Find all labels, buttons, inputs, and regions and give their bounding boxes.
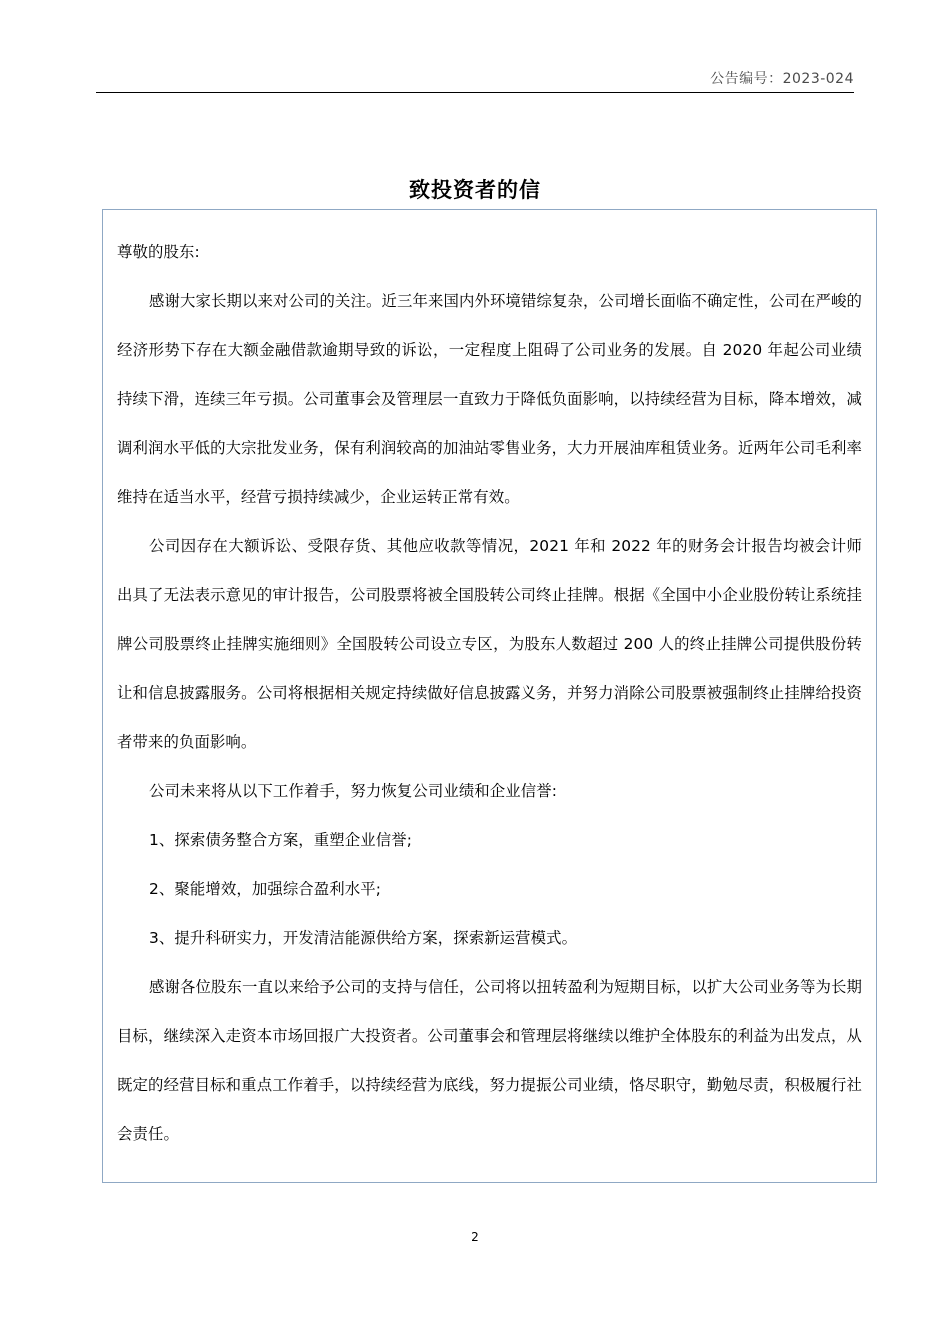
announcement-number: 公告编号：2023-024 — [710, 71, 854, 87]
page-header — [96, 66, 854, 93]
page-title: 致投资者的信 — [409, 178, 541, 202]
paragraph-delisting: 公司因存在大额诉讼、受限存货、其他应收款等情况，2021 年和 2022 年的财务会计报告均被会计师出具了无法表示意见的审计报告，公司股票将被全国股转公司终止挂牌。根据《全国中小企业股份转让系统挂牌公司股票终止挂牌实施细则》全国股转公司设立专区，为股东人数超过 200 人的终止挂牌公司提供股份转让和信息披露服务。公司将根据相关规定持续做好信息披露义务，并努力消除公司股票被强制终止挂牌给投资者带来的负面影响。 — [117, 537, 862, 751]
list-item-1: 1、探索债务整合方案，重塑企业信誉; — [149, 831, 413, 849]
paragraph-closing: 感谢各位股东一直以来给予公司的支持与信任，公司将以扭转盈利为短期目标，以扩大公司业务等为长期目标，继续深入走资本市场回报广大投资者。公司董事会和管理层将继续以维护全体股东的利益为出发点，从既定的经营目标和重点工作着手，以持续经营为底线，努力提振公司业绩，恪尽职守，勤勉尽责，积极履行社会责任。 — [117, 978, 862, 1143]
salutation: 尊敬的股东: — [117, 243, 200, 261]
paragraph-intro: 感谢大家长期以来对公司的关注。近三年来国内外环境错综复杂，公司增长面临不确定性，公司在严峻的经济形势下存在大额金融借款逾期导致的诉讼，一定程度上阻碍了公司业务的发展。自 2020 年起公司业绩持续下滑，连续三年亏损。公司董事会及管理层一直致力于降低负面影响，以持续经营为目标，降本增效，减调利润水平低的大宗批发业务，保有利润较高的加油站零售业务，大力开展油库租赁业务。近两年公司毛利率维持在适当水平，经营亏损持续减少，企业运转正常有效。 — [117, 292, 862, 506]
letter-box — [102, 209, 877, 1183]
page-number: 2 — [471, 1230, 479, 1244]
list-item-2: 2、聚能增效，加强综合盈利水平; — [149, 880, 382, 898]
list-item-3: 3、提升科研实力，开发清洁能源供给方案，探索新运营模式。 — [149, 929, 578, 947]
paragraph-future-plan: 公司未来将从以下工作着手，努力恢复公司业绩和企业信誉: — [149, 782, 558, 800]
letter-content — [117, 228, 862, 1159]
